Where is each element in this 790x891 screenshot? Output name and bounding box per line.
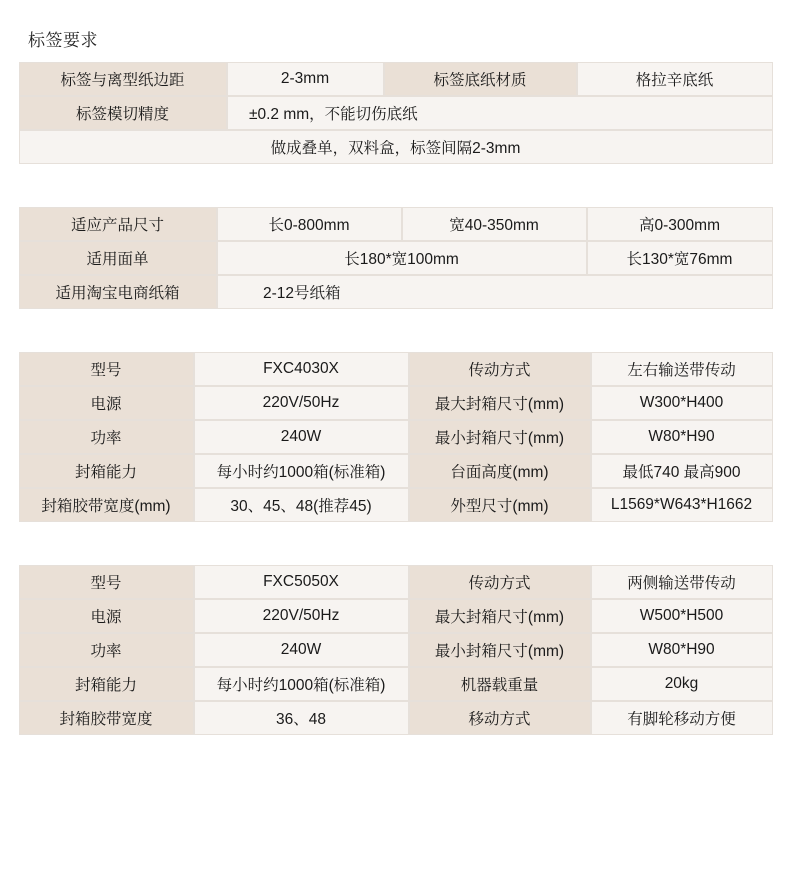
row-header: 封箱能力 — [19, 454, 194, 488]
cell-value: 每小时约1000箱(标准箱) — [194, 667, 409, 701]
row-header: 移动方式 — [409, 701, 591, 735]
cell-value: 20kg — [591, 667, 773, 701]
table-row — [19, 207, 773, 241]
spacer — [0, 522, 790, 564]
row-header: 封箱能力 — [19, 667, 194, 701]
row-header: 电源 — [19, 386, 194, 420]
cell-value: 最低740 最高900 — [591, 454, 773, 488]
table-row — [19, 386, 773, 420]
product-fit-table — [18, 206, 773, 309]
row-header: 适用面单 — [19, 241, 217, 275]
row-header: 适应产品尺寸 — [19, 207, 217, 241]
model-fxc5050x-table — [18, 564, 773, 735]
spacer — [0, 309, 790, 351]
cell-value: ±0.2 mm，不能切伤底纸 — [227, 96, 773, 130]
row-header: 封箱胶带宽度 — [19, 701, 194, 735]
cell-value: W80*H90 — [591, 420, 773, 454]
cell-value: 格拉辛底纸 — [577, 62, 773, 96]
row-header: 标签模切精度 — [19, 96, 227, 130]
cell-value: 宽40-350mm — [402, 207, 587, 241]
table-row — [19, 565, 773, 599]
row-header: 功率 — [19, 633, 194, 667]
table-row — [19, 130, 773, 164]
label-requirements-table — [18, 61, 773, 164]
table-row — [19, 62, 773, 96]
cell-value: 长180*宽100mm — [217, 241, 587, 275]
table-row — [19, 96, 773, 130]
row-header: 最大封箱尺寸(mm) — [409, 386, 591, 420]
spacer — [0, 164, 790, 206]
row-header: 封箱胶带宽度(mm) — [19, 488, 194, 522]
row-header: 传动方式 — [409, 352, 591, 386]
table-row — [19, 275, 773, 309]
cell-value: W80*H90 — [591, 633, 773, 667]
cell-value: FXC5050X — [194, 565, 409, 599]
cell-value: 220V/50Hz — [194, 599, 409, 633]
row-header: 适用淘宝电商纸箱 — [19, 275, 217, 309]
row-header: 最小封箱尺寸(mm) — [409, 420, 591, 454]
row-header: 外型尺寸(mm) — [409, 488, 591, 522]
cell-value: 240W — [194, 633, 409, 667]
cell-value: 2-12号纸箱 — [217, 275, 773, 309]
row-header: 电源 — [19, 599, 194, 633]
row-header: 标签与离型纸边距 — [19, 62, 227, 96]
model-fxc4030x-table — [18, 351, 773, 522]
table-row — [19, 454, 773, 488]
row-header: 传动方式 — [409, 565, 591, 599]
cell-value: 高0-300mm — [587, 207, 773, 241]
cell-value: 两侧输送带传动 — [591, 565, 773, 599]
table-row — [19, 667, 773, 701]
table-row — [19, 352, 773, 386]
cell-value: 30、45、48(推荐45) — [194, 488, 409, 522]
row-header: 最大封箱尺寸(mm) — [409, 599, 591, 633]
row-header: 功率 — [19, 420, 194, 454]
table-row — [19, 488, 773, 522]
cell-value: 长130*宽76mm — [587, 241, 773, 275]
table-row — [19, 633, 773, 667]
cell-value: 36、48 — [194, 701, 409, 735]
cell-value: 240W — [194, 420, 409, 454]
row-header: 最小封箱尺寸(mm) — [409, 633, 591, 667]
cell-value: L1569*W643*H1662 — [591, 488, 773, 522]
row-header: 台面高度(mm) — [409, 454, 591, 488]
table-row — [19, 599, 773, 633]
page-title: 标签要求 — [28, 31, 98, 50]
cell-value: W500*H500 — [591, 599, 773, 633]
row-header: 型号 — [19, 352, 194, 386]
cell-value: 左右输送带传动 — [591, 352, 773, 386]
cell-value: W300*H400 — [591, 386, 773, 420]
table-row — [19, 241, 773, 275]
row-header: 型号 — [19, 565, 194, 599]
cell-value: 2-3mm — [227, 62, 384, 96]
cell-value: 长0-800mm — [217, 207, 402, 241]
row-header: 机器载重量 — [409, 667, 591, 701]
table-row — [19, 701, 773, 735]
cell-value: 220V/50Hz — [194, 386, 409, 420]
cell-value: 做成叠单，双料盒，标签间隔2-3mm — [19, 130, 773, 164]
spec-sheet-page — [0, 26, 790, 735]
cell-value: 有脚轮移动方便 — [591, 701, 773, 735]
row-header: 标签底纸材质 — [384, 62, 577, 96]
cell-value: 每小时约1000箱(标准箱) — [194, 454, 409, 488]
cell-value: FXC4030X — [194, 352, 409, 386]
table-row — [19, 420, 773, 454]
